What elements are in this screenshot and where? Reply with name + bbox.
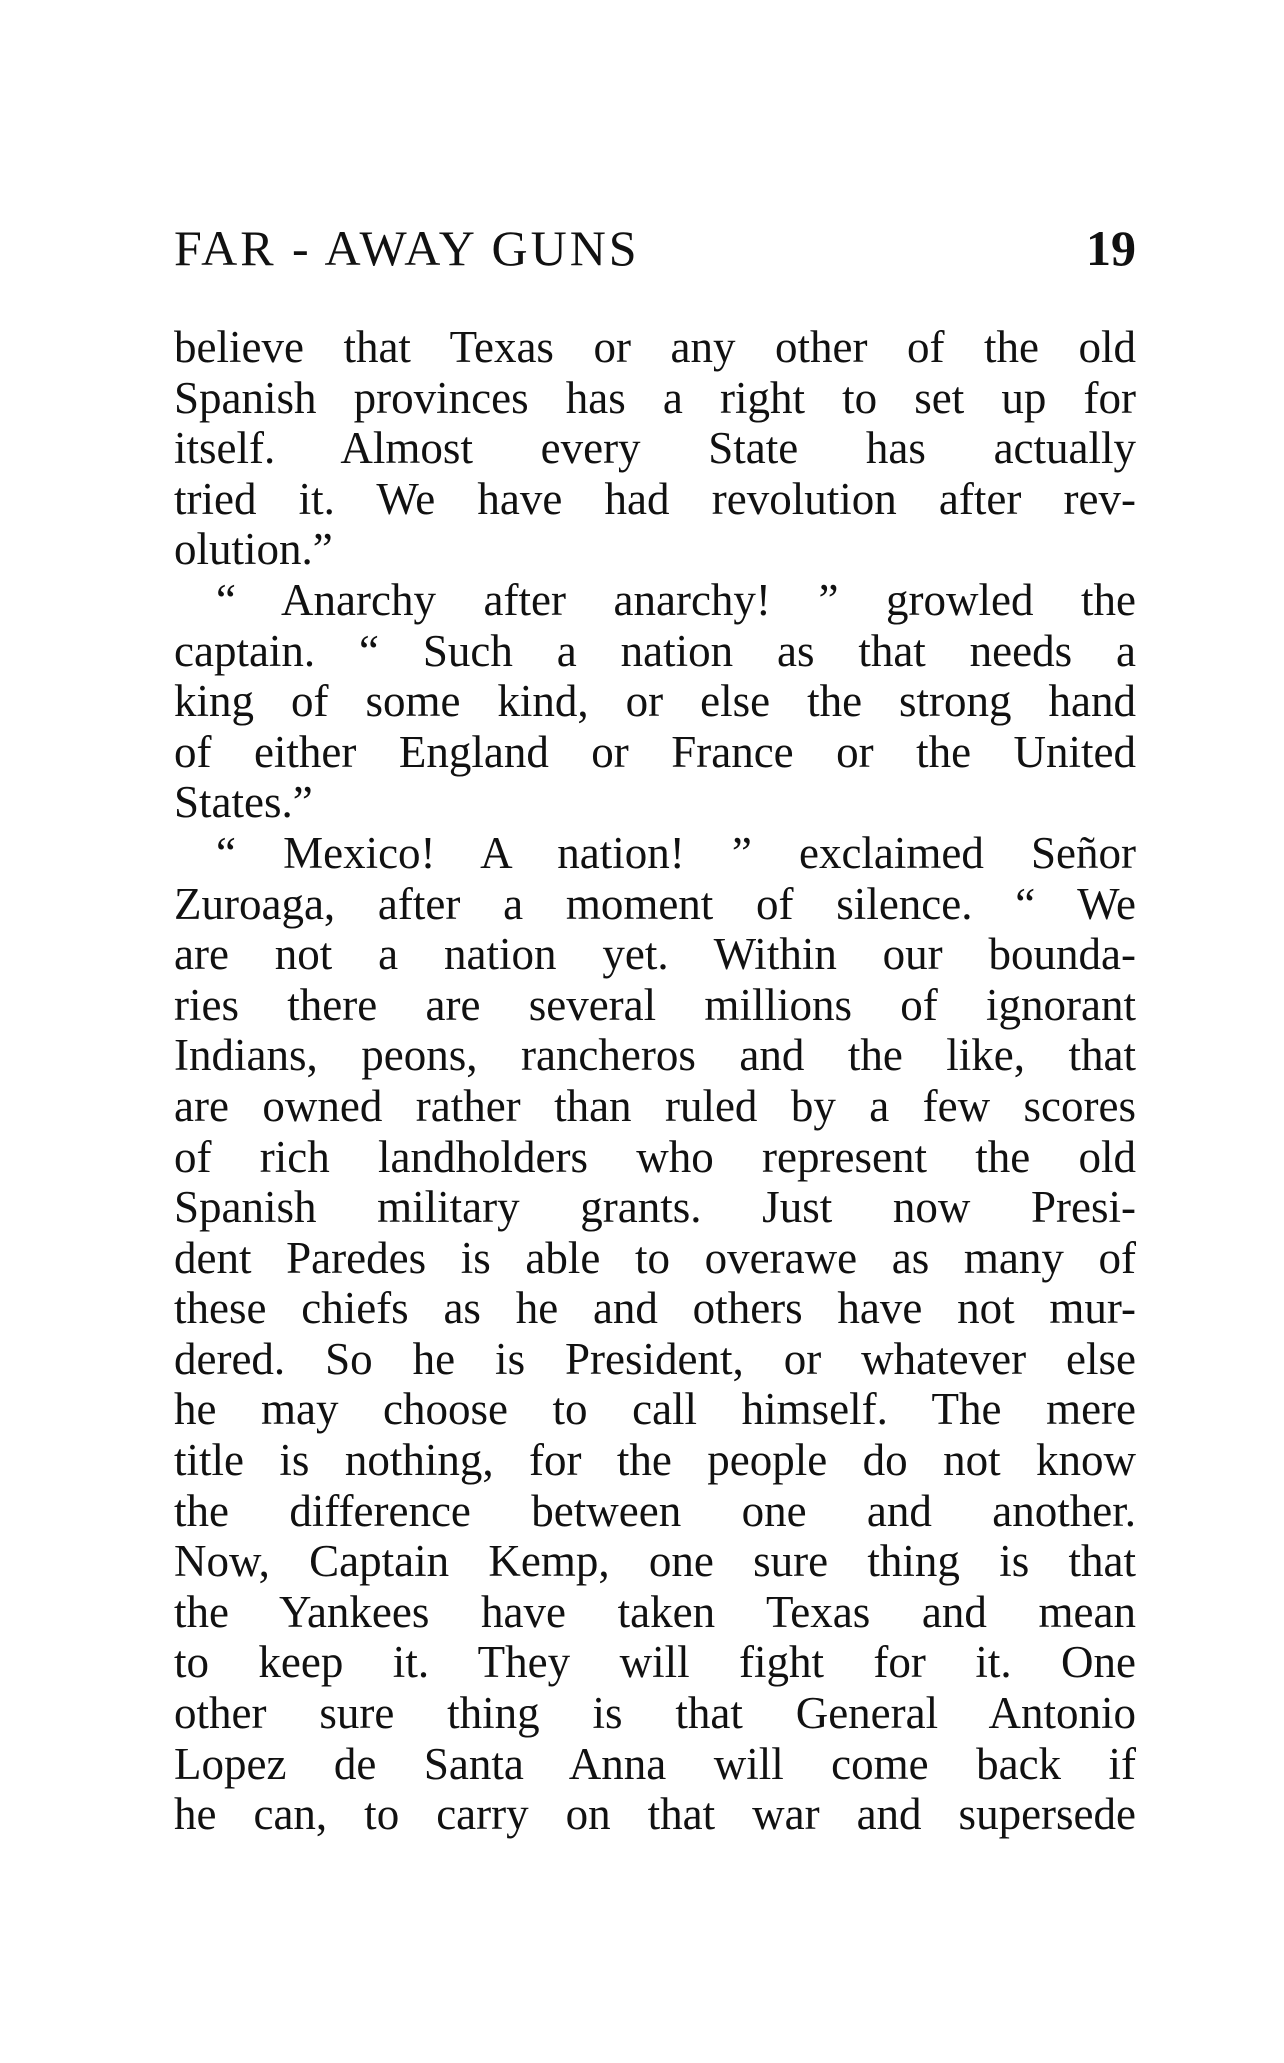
text-line: dent Paredes is able to overawe as many of: [174, 1232, 1136, 1283]
text-line: believe that Texas or any other of the old: [174, 322, 1136, 372]
text-line: itself. Almost every State has actually: [174, 423, 1136, 474]
text-line: “ Anarchy after anarchy! ” growled the: [216, 574, 1136, 625]
text-line: other sure thing is that General Antonio: [174, 1688, 1136, 1739]
text-line: he can, to carry on that war and supersede: [174, 1789, 1136, 1840]
text-line: are not a nation yet. Within our bounda-: [174, 929, 1136, 980]
text-line: Spanish provinces has a right to set up for: [174, 372, 1136, 423]
text-line: Lopez de Santa Anna will come back if: [174, 1738, 1136, 1789]
text-line: olution.”: [174, 524, 333, 575]
text-line: States.”: [174, 777, 313, 828]
text-line: king of some kind, or else the strong hand: [174, 676, 1136, 727]
body-text: [174, 322, 1136, 1840]
text-line: title is nothing, for the people do not know: [174, 1435, 1136, 1486]
text-line: are owned rather than ruled by a few scores: [174, 1080, 1136, 1131]
text-line: the Yankees have taken Texas and mean: [174, 1586, 1136, 1637]
text-line: Spanish military grants. Just now Presi-: [174, 1182, 1136, 1233]
text-line: of either England or France or the United: [174, 726, 1136, 777]
text-line: Zuroaga, after a moment of silence. “ We: [174, 878, 1136, 929]
running-title: FAR - AWAY GUNS: [174, 220, 640, 276]
running-head: [174, 218, 1136, 278]
text-line: the difference between one and another.: [174, 1485, 1136, 1536]
text-line: to keep it. They will fight for it. One: [174, 1637, 1136, 1688]
text-line: “ Mexico! A nation! ” exclaimed Señor: [216, 827, 1136, 878]
text-line: he may choose to call himself. The mere: [174, 1384, 1136, 1435]
text-line: tried it. We have had revolution after rev-: [174, 473, 1136, 524]
text-line: ries there are several millions of ignorant: [174, 979, 1136, 1030]
text-line: these chiefs as he and others have not mur-: [174, 1283, 1136, 1334]
text-line: Now, Captain Kemp, one sure thing is that: [174, 1536, 1136, 1587]
text-line: captain. “ Such a nation as that needs a: [174, 625, 1136, 676]
text-line: Indians, peons, rancheros and the like, that: [174, 1030, 1136, 1081]
text-line: of rich landholders who represent the old: [174, 1131, 1136, 1182]
page-number: 19: [1086, 220, 1136, 276]
text-line: dered. So he is President, or whatever else: [174, 1333, 1136, 1384]
